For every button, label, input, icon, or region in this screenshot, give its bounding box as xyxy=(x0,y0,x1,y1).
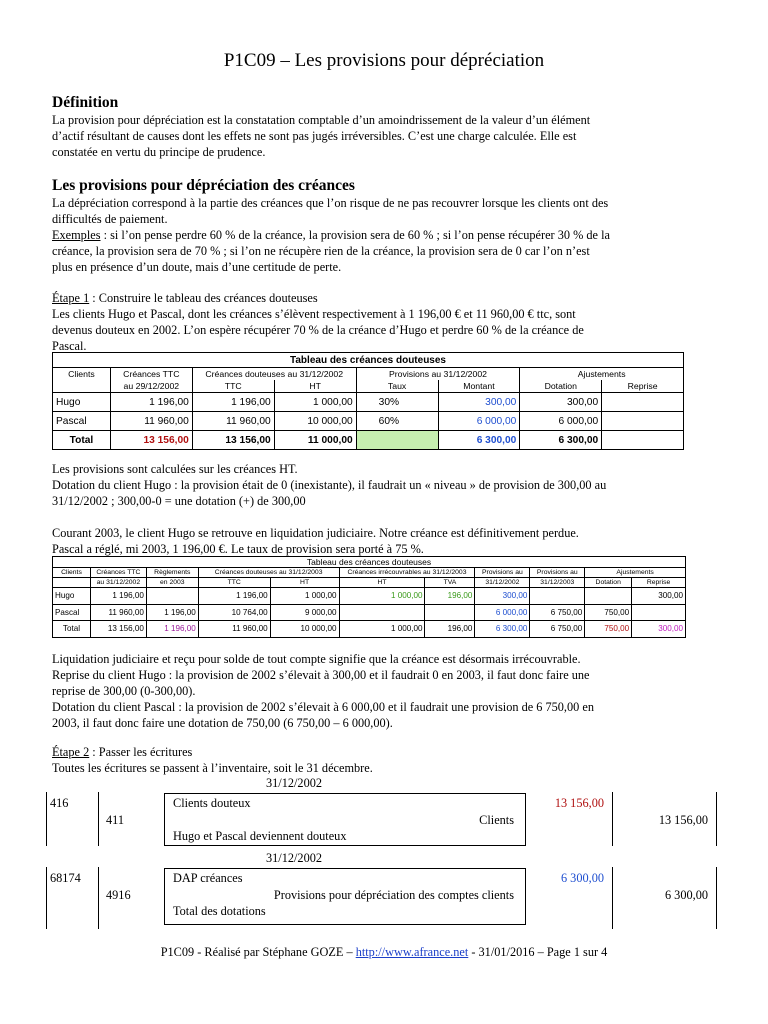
credit-account: 4916 xyxy=(106,888,131,902)
table-cell: 1 000,00 xyxy=(339,621,425,638)
table-cell: 1 000,00 xyxy=(339,588,425,605)
etape2-label: Étape 2 xyxy=(52,745,90,759)
rule-line xyxy=(525,793,526,846)
rule-line xyxy=(612,867,613,929)
column-header xyxy=(53,380,111,393)
column-header: Créances TTC xyxy=(110,368,192,381)
text-line xyxy=(52,227,716,243)
column-header: Règlements xyxy=(146,568,198,578)
creances-table-2003 xyxy=(52,556,686,638)
creances-heading: Les provisions pour dépréciation des créances xyxy=(52,177,355,194)
table-cell xyxy=(339,604,425,621)
rule-line xyxy=(164,924,526,925)
column-header: au 31/12/2002 xyxy=(90,578,146,588)
text-line: difficultés de paiement. xyxy=(52,212,168,226)
text-segment: : Construire le tableau des créances douteuses xyxy=(89,291,318,305)
creances-table-2002 xyxy=(52,352,684,450)
column-header: Provisions au 31/12/2002 xyxy=(356,368,520,381)
table-cell: Hugo xyxy=(53,393,111,412)
etape1-text xyxy=(52,290,716,354)
column-header: Montant xyxy=(438,380,520,393)
column-header: Clients xyxy=(53,568,91,578)
text-segment: : Passer les écritures xyxy=(89,745,193,759)
column-header: TTC xyxy=(192,380,274,393)
rule-line xyxy=(525,868,526,925)
table-cell: 10 764,00 xyxy=(198,604,270,621)
text-line: devenus douteux en 2002. L’on espère récupérer 70 % de la créance d’Hugo et perdre 60 % de la créance de xyxy=(52,323,584,337)
column-header: Créances douteuses au 31/12/2002 xyxy=(192,368,356,381)
footer-link[interactable]: http://www.afrance.net xyxy=(355,945,469,959)
table-cell: 1 196,00 xyxy=(90,588,146,605)
credit-amount: 6 300,00 xyxy=(664,888,708,902)
table-cell: 11 960,00 xyxy=(110,412,192,431)
column-header: 31/12/2002 xyxy=(475,578,530,588)
column-header: Créances irrécouvrables au 31/12/2003 xyxy=(339,568,475,578)
table-row xyxy=(53,588,686,605)
text-line: Pascal a réglé, mi 2003, 1 196,00 €. Le taux de provision sera porté à 75 %. xyxy=(52,542,424,556)
column-header: HT xyxy=(339,578,425,588)
entry-label: Provisions pour dépréciation des comptes clients xyxy=(273,888,514,902)
table-cell xyxy=(356,431,438,450)
footer-text: P1C09 - Réalisé par Stéphane GOZE – xyxy=(160,945,356,959)
table-cell: 13 156,00 xyxy=(192,431,274,450)
table-cell xyxy=(602,412,684,431)
table-cell: Total xyxy=(53,621,91,638)
table-cell: 1 196,00 xyxy=(146,621,198,638)
rule-line xyxy=(46,792,47,846)
entry-date: 31/12/2002 xyxy=(266,776,323,790)
rule-line xyxy=(716,792,717,846)
rule-line xyxy=(46,867,47,929)
page-title: P1C09 – Les provisions pour dépréciation xyxy=(223,50,545,71)
exemples-label: Exemples xyxy=(52,228,101,242)
table-cell xyxy=(530,588,585,605)
table-cell: Total xyxy=(53,431,111,450)
table-cell xyxy=(585,588,632,605)
table-row xyxy=(53,604,686,621)
text-line: Courant 2003, le client Hugo se retrouve en liquidation judiciaire. Notre créance est définitivement perdue. xyxy=(52,526,579,540)
table-cell: 11 960,00 xyxy=(198,621,270,638)
table-row xyxy=(53,393,684,412)
column-header: Ajustements xyxy=(585,568,686,578)
column-header: 31/12/2003 xyxy=(530,578,585,588)
column-header: Provisions au xyxy=(530,568,585,578)
table-cell xyxy=(602,393,684,412)
table-cell: 6 000,00 xyxy=(520,412,602,431)
debit-amount: 13 156,00 xyxy=(554,796,604,810)
definition-heading: Définition xyxy=(52,94,119,111)
etape2-text xyxy=(52,744,716,776)
column-header: Reprise xyxy=(632,578,686,588)
table-cell: 1 196,00 xyxy=(198,588,270,605)
column-header: HT xyxy=(270,578,339,588)
text-line xyxy=(52,290,716,306)
text-line: 31/12/2002 ; 300,00-0 = une dotation (+) de 300,00 xyxy=(52,494,306,508)
text-line: constatée en vertu du principe de prudence. xyxy=(52,145,266,159)
rule-line xyxy=(164,868,165,925)
table-cell: 11 000,00 xyxy=(274,431,356,450)
text-line: La provision pour dépréciation est la constatation comptable d’un amoindrissement de la valeur d’un élément xyxy=(52,113,591,127)
table-cell xyxy=(146,588,198,605)
table-cell: 750,00 xyxy=(585,621,632,638)
courant-text xyxy=(52,525,716,557)
rule-line xyxy=(164,845,526,846)
rule-line xyxy=(716,867,717,929)
footer-text: - 31/01/2016 – Page 1 sur 4 xyxy=(468,945,608,959)
column-header: Provisions au xyxy=(475,568,530,578)
table-cell: 1 196,00 xyxy=(110,393,192,412)
column-header: Dotation xyxy=(585,578,632,588)
debit-amount: 6 300,00 xyxy=(560,871,604,885)
table-cell: 13 156,00 xyxy=(90,621,146,638)
after-table2-text xyxy=(52,651,716,731)
column-header: HT xyxy=(274,380,356,393)
column-header: Ajustements xyxy=(520,368,684,381)
table-cell: 11 960,00 xyxy=(90,604,146,621)
table-row-total xyxy=(53,431,684,450)
rule-line xyxy=(98,867,99,929)
text-line: Les provisions sont calculées sur les créances HT. xyxy=(52,462,298,476)
text-line xyxy=(52,744,716,760)
text-line: La dépréciation correspond à la partie des créances que l’on risque de ne pas recouvrer lorsque les clients ont des xyxy=(52,196,609,210)
rule-line xyxy=(164,793,165,846)
entry-label: Clients douteux xyxy=(173,796,251,810)
entry-label: Clients xyxy=(479,813,514,827)
table-cell: 196,00 xyxy=(425,588,475,605)
table-cell: 6 000,00 xyxy=(438,412,520,431)
table-cell: 6 750,00 xyxy=(530,621,585,638)
column-header: au 29/12/2002 xyxy=(110,380,192,393)
table-cell: Pascal xyxy=(53,604,91,621)
table-cell: 1 196,00 xyxy=(146,604,198,621)
column-header: TTC xyxy=(198,578,270,588)
text-line: d’actif résultant de causes dont les effets ne sont pas jugés irréversibles. C’est une charge calculée. Elle est xyxy=(52,129,577,143)
table-cell: 6 300,00 xyxy=(438,431,520,450)
table-cell: 196,00 xyxy=(425,621,475,638)
table-cell xyxy=(425,604,475,621)
table-cell: 10 000,00 xyxy=(274,412,356,431)
credit-amount: 13 156,00 xyxy=(658,813,708,827)
table-row xyxy=(53,412,684,431)
table-cell: 11 960,00 xyxy=(192,412,274,431)
page-footer xyxy=(0,945,768,960)
table-cell: 13 156,00 xyxy=(110,431,192,450)
after-table1-text xyxy=(52,461,716,509)
table-row-total xyxy=(53,621,686,638)
debit-account: 68174 xyxy=(50,871,81,885)
column-header: Clients xyxy=(53,368,111,381)
text-line: plus en présence d’un doute, mais d’une certitude de perte. xyxy=(52,260,342,274)
entry-date: 31/12/2002 xyxy=(266,851,323,865)
table-cell: 6 300,00 xyxy=(520,431,602,450)
table-cell: 30% xyxy=(356,393,438,412)
column-header: Créances douteuses au 31/12/2003 xyxy=(198,568,339,578)
table-cell: 300,00 xyxy=(632,621,686,638)
table-cell: 9 000,00 xyxy=(270,604,339,621)
text-line: Toutes les écritures se passent à l’inventaire, soit le 31 décembre. xyxy=(52,761,373,775)
table-cell: 6 000,00 xyxy=(475,604,530,621)
text-line: 2003, il faut donc faire une dotation de 750,00 (6 750,00 – 6 000,00). xyxy=(52,716,393,730)
entry-label: DAP créances xyxy=(173,871,243,885)
column-header: Dotation xyxy=(520,380,602,393)
column-header xyxy=(53,578,91,588)
text-line: Liquidation judiciaire et reçu pour solde de tout compte signifie que la créance est désormais irrécouvrable. xyxy=(52,652,581,666)
table-cell: 1 000,00 xyxy=(270,588,339,605)
text-line: Pascal. xyxy=(52,339,87,353)
table-cell: 6 300,00 xyxy=(475,621,530,638)
table-cell: 750,00 xyxy=(585,604,632,621)
entry-description: Total des dotations xyxy=(173,904,266,918)
table-cell: 1 000,00 xyxy=(274,393,356,412)
entry-description: Hugo et Pascal deviennent douteux xyxy=(173,829,347,843)
text-line: Dotation du client Hugo : la provision était de 0 (inexistante), il faudrait un « niveau » de provision de 300,00 au xyxy=(52,478,607,492)
table-cell: 60% xyxy=(356,412,438,431)
debit-account: 416 xyxy=(50,796,69,810)
rule-line xyxy=(164,793,526,794)
etape1-label: Étape 1 xyxy=(52,291,90,305)
table-caption: Tableau des créances douteuses xyxy=(53,353,684,368)
creances-intro xyxy=(52,195,716,275)
table-caption: Tableau des créances douteuses xyxy=(53,557,686,568)
column-header: en 2003 xyxy=(146,578,198,588)
text-line: créance, la provision sera de 70 % ; si l’on ne récupère rien de la créance, la provision sera de 0 car l’on n’est xyxy=(52,244,590,258)
text-line: Dotation du client Pascal : la provision de 2002 s’élevait à 6 000,00 et il faudrait une provision de 6 750,00 en xyxy=(52,700,594,714)
table-cell: 300,00 xyxy=(438,393,520,412)
table-cell: 10 000,00 xyxy=(270,621,339,638)
text-segment: : si l’on pense perdre 60 % de la créance, la provision sera de 60 % ; si l’on pense récupérer 30 % de la xyxy=(100,228,610,242)
column-header: Reprise xyxy=(602,380,684,393)
table-cell: 1 196,00 xyxy=(192,393,274,412)
column-header: Créances TTC xyxy=(90,568,146,578)
table-cell xyxy=(602,431,684,450)
column-header: Taux xyxy=(356,380,438,393)
table-cell: Pascal xyxy=(53,412,111,431)
table-cell: 300,00 xyxy=(520,393,602,412)
table-cell: 6 750,00 xyxy=(530,604,585,621)
rule-line xyxy=(164,868,526,869)
table-cell: Hugo xyxy=(53,588,91,605)
table-cell: 300,00 xyxy=(632,588,686,605)
column-header: TVA xyxy=(425,578,475,588)
definition-text xyxy=(52,112,716,160)
rule-line xyxy=(98,792,99,846)
text-line: Reprise du client Hugo : la provision de 2002 s’élevait à 300,00 et il faudrait 0 en 2003, il faut donc faire une xyxy=(52,668,590,682)
table-cell: 300,00 xyxy=(475,588,530,605)
text-line: reprise de 300,00 (0-300,00). xyxy=(52,684,196,698)
credit-account: 411 xyxy=(106,813,124,827)
rule-line xyxy=(612,792,613,846)
table-cell xyxy=(632,604,686,621)
text-line: Les clients Hugo et Pascal, dont les créances s’élèvent respectivement à 1 196,00 € et 11 960,00 € ttc, sont xyxy=(52,307,576,321)
